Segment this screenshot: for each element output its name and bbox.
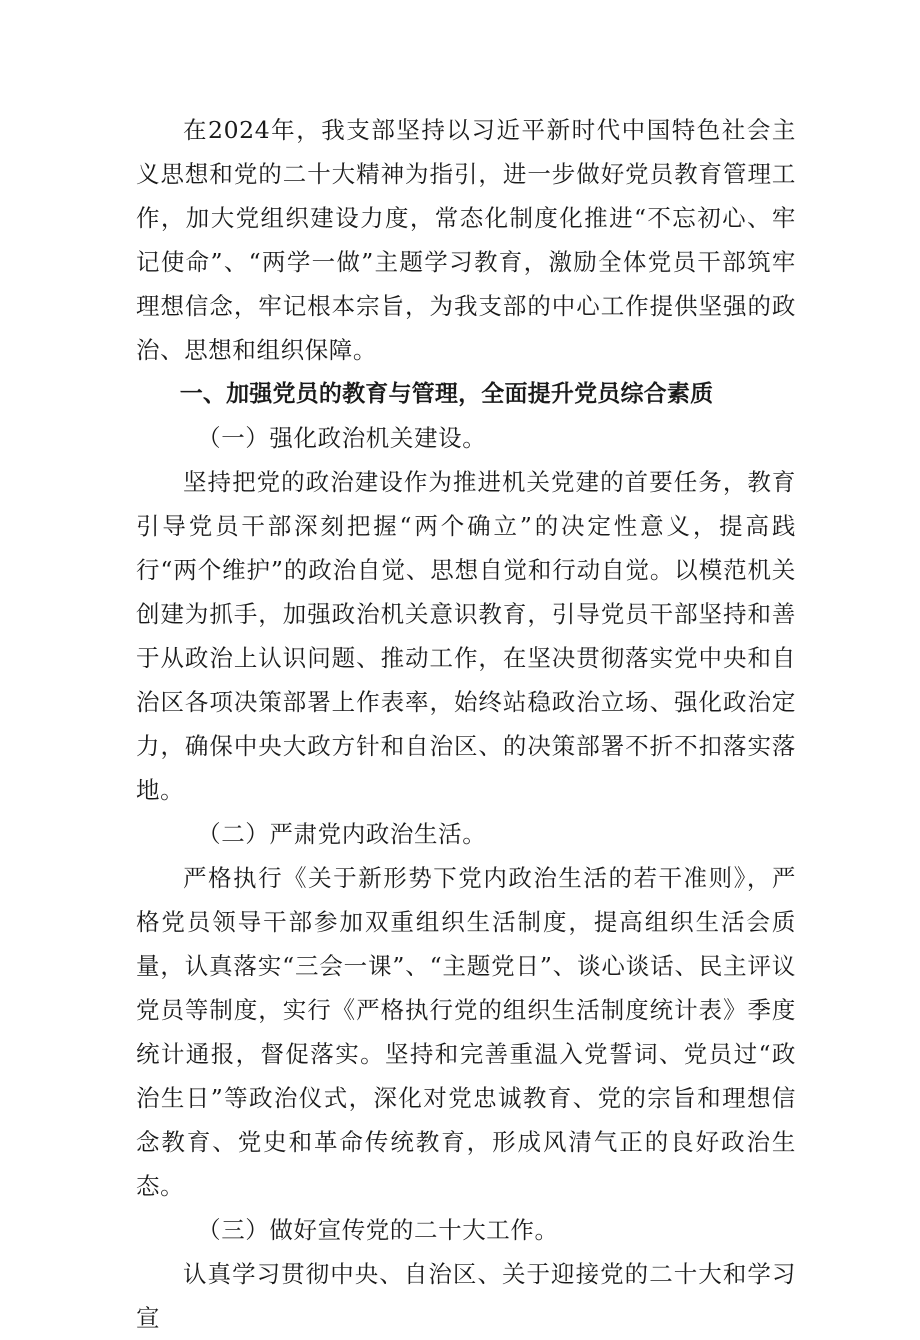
document-body xyxy=(136,108,796,1340)
subsection-heading-2: （二）严肃党内政治生活。 xyxy=(197,820,487,848)
section-heading-1: 一、加强党员的教育与管理，全面提升党员综合素质 xyxy=(179,381,714,407)
subsection-paragraph-2: 严格执行《关于新形势下党内政治生活的若干准则》，严格党员领导干部参加双重组织生活制度，提高组织生活会质量，认真落实“三会一课”、“主题党日”、谈心谈话、民主评议党员等制度，实行《严格执行党的组织生活制度统计表》季度统计通报，督促落实。坚持和完善重温入党誓词、党员过“政治生日”等政治仪式，深化对党忠诚教育、党的宗旨和理想信念教育、党史和革命传统教育，形成风清气正的良好政治生态。 xyxy=(136,864,796,1200)
intro-paragraph: 在2024年，我支部坚持以习近平新时代中国特色社会主义思想和党的二十大精神为指引，进一步做好党员教育管理工作，加大党组织建设力度，常态化制度化推进“不忘初心、牢记使命”、“两学一做”主题学习教育，激励全体党员干部筑牢理想信念，牢记根本宗旨，为我支部的中心工作提供坚强的政治、思想和组织保障。 xyxy=(136,116,796,364)
subsection-paragraph-1: 坚持把党的政治建设作为推进机关党建的首要任务，教育引导党员干部深刻把握“两个确立”的决定性意义，提高践行“两个维护”的政治自觉、思想自觉和行动自觉。以模范机关创建为抓手，加强政治机关意识教育，引导党员干部坚持和善于从政治上认识问题、推动工作，在坚决贯彻落实党中央和自治区各项决策部署上作表率，始终站稳政治立场、强化政治定力，确保中央大政方针和自治区、的决策部署不折不扣落实落地。 xyxy=(136,468,796,804)
subsection-paragraph-3: 认真学习贯彻中央、自治区、关于迎接党的二十大和学习宣 xyxy=(136,1260,796,1332)
subsection-heading-3: （三）做好宣传党的二十大工作。 xyxy=(197,1216,559,1244)
subsection-heading-1: （一）强化政治机关建设。 xyxy=(197,424,487,452)
